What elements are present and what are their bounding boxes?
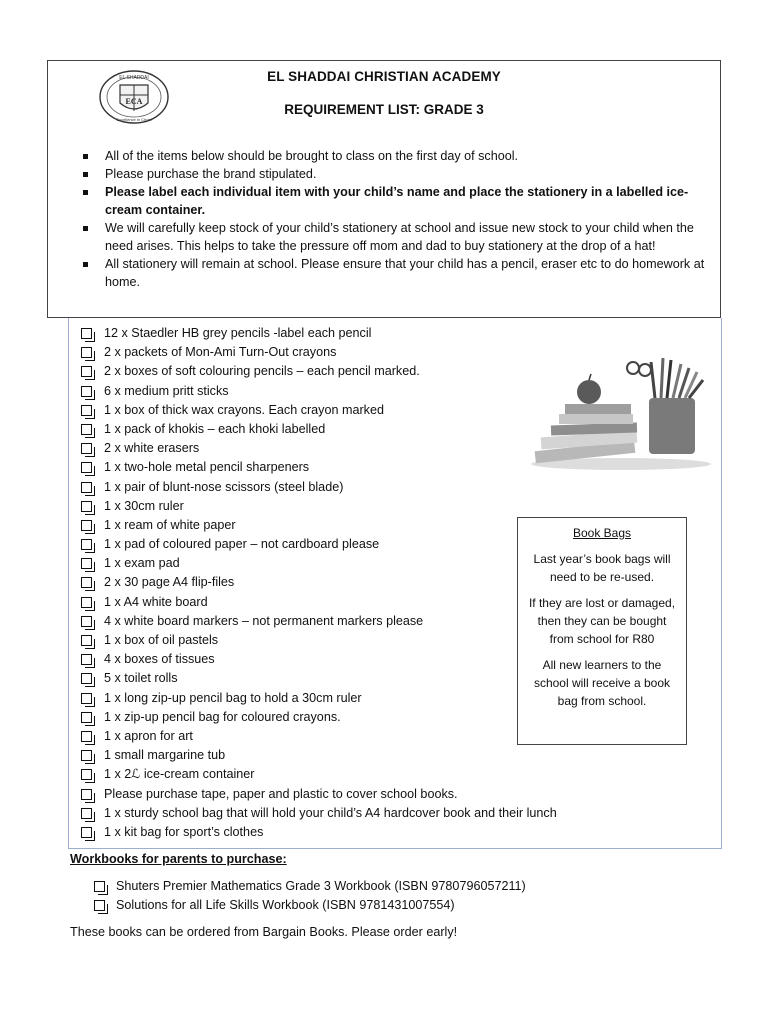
- checkbox-icon: [81, 443, 92, 454]
- requirement-item: [81, 765, 557, 784]
- requirement-item-text: 1 x sturdy school bag that will hold your child’s A4 hardcover book and their lunch: [104, 805, 557, 820]
- requirement-item-text: 1 x 2ℒ ice-cream container: [104, 767, 255, 782]
- checkbox-icon: [81, 405, 92, 416]
- checkbox-icon: [81, 520, 92, 531]
- requirement-item-text: 1 x 30cm ruler: [104, 498, 184, 513]
- requirement-item-text: 2 x 30 page A4 flip-files: [104, 575, 235, 590]
- workbook-item: [94, 877, 526, 896]
- requirement-item-text: 1 small margarine tub: [104, 748, 226, 763]
- requirement-item-text: 1 x two-hole metal pencil sharpeners: [104, 460, 310, 475]
- checkbox-icon: [81, 539, 92, 550]
- requirement-item-text: 1 x exam pad: [104, 556, 180, 571]
- note-item: All of the items below should be brought to class on the first day of school.: [78, 147, 714, 165]
- requirement-item: [81, 669, 557, 688]
- checkbox-icon: [81, 347, 92, 358]
- requirement-item: [81, 785, 557, 804]
- requirement-item-text: 2 x boxes of soft colouring pencils – each pencil marked.: [104, 364, 420, 379]
- requirement-item-text: 1 x box of oil pastels: [104, 633, 219, 647]
- requirement-item-text: 1 x A4 white board: [104, 594, 208, 609]
- requirement-item: [81, 478, 557, 497]
- checkbox-icon: [81, 577, 92, 588]
- note-item: Please purchase the brand stipulated.: [78, 165, 714, 183]
- logo-letters: ECA: [125, 97, 143, 106]
- requirement-item: [81, 439, 557, 458]
- note-item: We will carefully keep stock of your child’s stationery at school and issue new stock to your child when the need arises. This helps to take the pressure off mom and dad to buy stationery at the drop of a hat!: [78, 219, 714, 255]
- checkbox-icon: [81, 789, 92, 800]
- checkbox-icon: [81, 501, 92, 512]
- logo-top-text: EL SHADDAI: [119, 75, 149, 81]
- checkbox-icon: [94, 881, 105, 892]
- requirement-item-text: 1 x pack of khokis – each khoki labelled: [104, 421, 326, 436]
- book-bags-title: Book Bags: [572, 526, 632, 540]
- requirement-item: [81, 343, 557, 362]
- logo-bottom-text: Excellence in Christ: [116, 117, 152, 122]
- checkbox-icon: [81, 731, 92, 742]
- requirement-item: [81, 593, 557, 612]
- requirement-item: [81, 497, 557, 516]
- book-bags-replacement-note: If they are lost or damaged, then they can be bought from school for R80: [528, 596, 676, 646]
- order-note: These books can be ordered from Bargain Books. Please order early!: [70, 925, 458, 939]
- workbooks-list: [94, 877, 526, 915]
- requirement-item-text: 1 x box of thick wax crayons. Each crayon marked: [104, 402, 384, 417]
- checkbox-icon: [81, 712, 92, 723]
- requirement-item-text: 2 x packets of Mon-Ami Turn-Out crayons: [104, 345, 337, 360]
- note-item: All stationery will remain at school. Please ensure that your child has a pencil, eraser etc to do homework at home.: [78, 255, 714, 291]
- requirement-item: [81, 362, 557, 381]
- requirement-item: [81, 823, 557, 842]
- requirement-item-text: 6 x medium pritt sticks: [104, 383, 229, 398]
- requirement-item: [81, 516, 557, 535]
- requirement-item: [81, 573, 557, 592]
- requirement-item-text: 5 x toilet rolls: [104, 671, 178, 686]
- requirement-item-text: 1 x kit bag for sport’s clothes: [104, 824, 264, 839]
- requirement-item-text: 1 x apron for art: [104, 728, 193, 743]
- requirements-box: [68, 318, 722, 849]
- book-bags-new-learners-note: All new learners to the school will receive a book bag from school.: [533, 658, 671, 708]
- requirement-item-text: 4 x white board markers – not permanent markers please: [104, 613, 424, 628]
- checkbox-icon: [81, 673, 92, 684]
- requirement-item: [81, 401, 557, 420]
- requirement-item: [81, 612, 557, 631]
- checkbox-icon: [81, 558, 92, 569]
- checkbox-icon: [81, 462, 92, 473]
- requirement-item-text: 1 x pad of coloured paper – not cardboard please: [104, 537, 380, 552]
- requirement-item-text: 1 x pair of blunt-nose scissors (steel blade): [104, 479, 344, 494]
- requirement-item-text: 1 x ream of white paper: [104, 517, 236, 532]
- checkbox-icon: [81, 635, 92, 646]
- requirement-item-text: 12 x Staedler HB grey pencils -label each pencil: [104, 326, 372, 340]
- notes-list: [78, 147, 714, 291]
- requirement-item-text: 1 x zip-up pencil bag for coloured crayons.: [104, 709, 341, 724]
- checkbox-icon: [81, 386, 92, 397]
- requirement-item: [81, 708, 557, 727]
- workbooks-heading: Workbooks for parents to purchase:: [70, 852, 287, 866]
- requirement-item: [81, 746, 557, 765]
- book-bags-reuse-note: Last year’s book bags will need to be re-used.: [533, 552, 671, 584]
- checkbox-icon: [81, 808, 92, 819]
- requirement-item-text: Please purchase tape, paper and plastic to cover school books.: [104, 786, 458, 801]
- requirement-item: [81, 689, 557, 708]
- requirement-item: [81, 535, 557, 554]
- requirement-item: [81, 420, 557, 439]
- checkbox-icon: [81, 328, 92, 339]
- checkbox-icon: [81, 750, 92, 761]
- requirement-items: [81, 324, 557, 842]
- requirement-list-title: REQUIREMENT LIST: GRADE 3: [284, 102, 484, 117]
- book-bags-notice: [517, 517, 687, 745]
- requirement-item: [81, 458, 557, 477]
- requirement-item: [81, 554, 557, 573]
- requirement-item-text: 1 x long zip-up pencil bag to hold a 30cm ruler: [104, 690, 362, 705]
- workbook-item-text: Shuters Premier Mathematics Grade 3 Workbook (ISBN 9780796057211): [116, 879, 526, 893]
- checkbox-icon: [94, 900, 105, 911]
- checkbox-icon: [81, 616, 92, 627]
- requirement-item: [81, 324, 557, 343]
- checkbox-icon: [81, 654, 92, 665]
- checkbox-icon: [81, 597, 92, 608]
- stationery-illustration: [521, 354, 717, 470]
- requirement-item: [81, 382, 557, 401]
- checkbox-icon: [81, 693, 92, 704]
- workbook-item-text: Solutions for all Life Skills Workbook (ISBN 9781431007554): [116, 898, 455, 912]
- workbook-item: [94, 896, 526, 915]
- checkbox-icon: [81, 769, 92, 780]
- checkbox-icon: [81, 482, 92, 493]
- checkbox-icon: [81, 827, 92, 838]
- requirement-item: [81, 631, 557, 650]
- school-name: EL SHADDAI CHRISTIAN ACADEMY: [267, 69, 501, 84]
- requirement-item: [81, 727, 557, 746]
- header-box: [47, 60, 721, 318]
- checkbox-icon: [81, 366, 92, 377]
- requirement-item: [81, 804, 557, 823]
- note-item: Please label each individual item with your child’s name and place the stationery in a labelled ice-cream container.: [78, 183, 714, 219]
- requirement-item: [81, 650, 557, 669]
- requirement-item-text: 4 x boxes of tissues: [104, 652, 215, 667]
- checkbox-icon: [81, 424, 92, 435]
- requirement-item-text: 2 x white erasers: [104, 441, 200, 456]
